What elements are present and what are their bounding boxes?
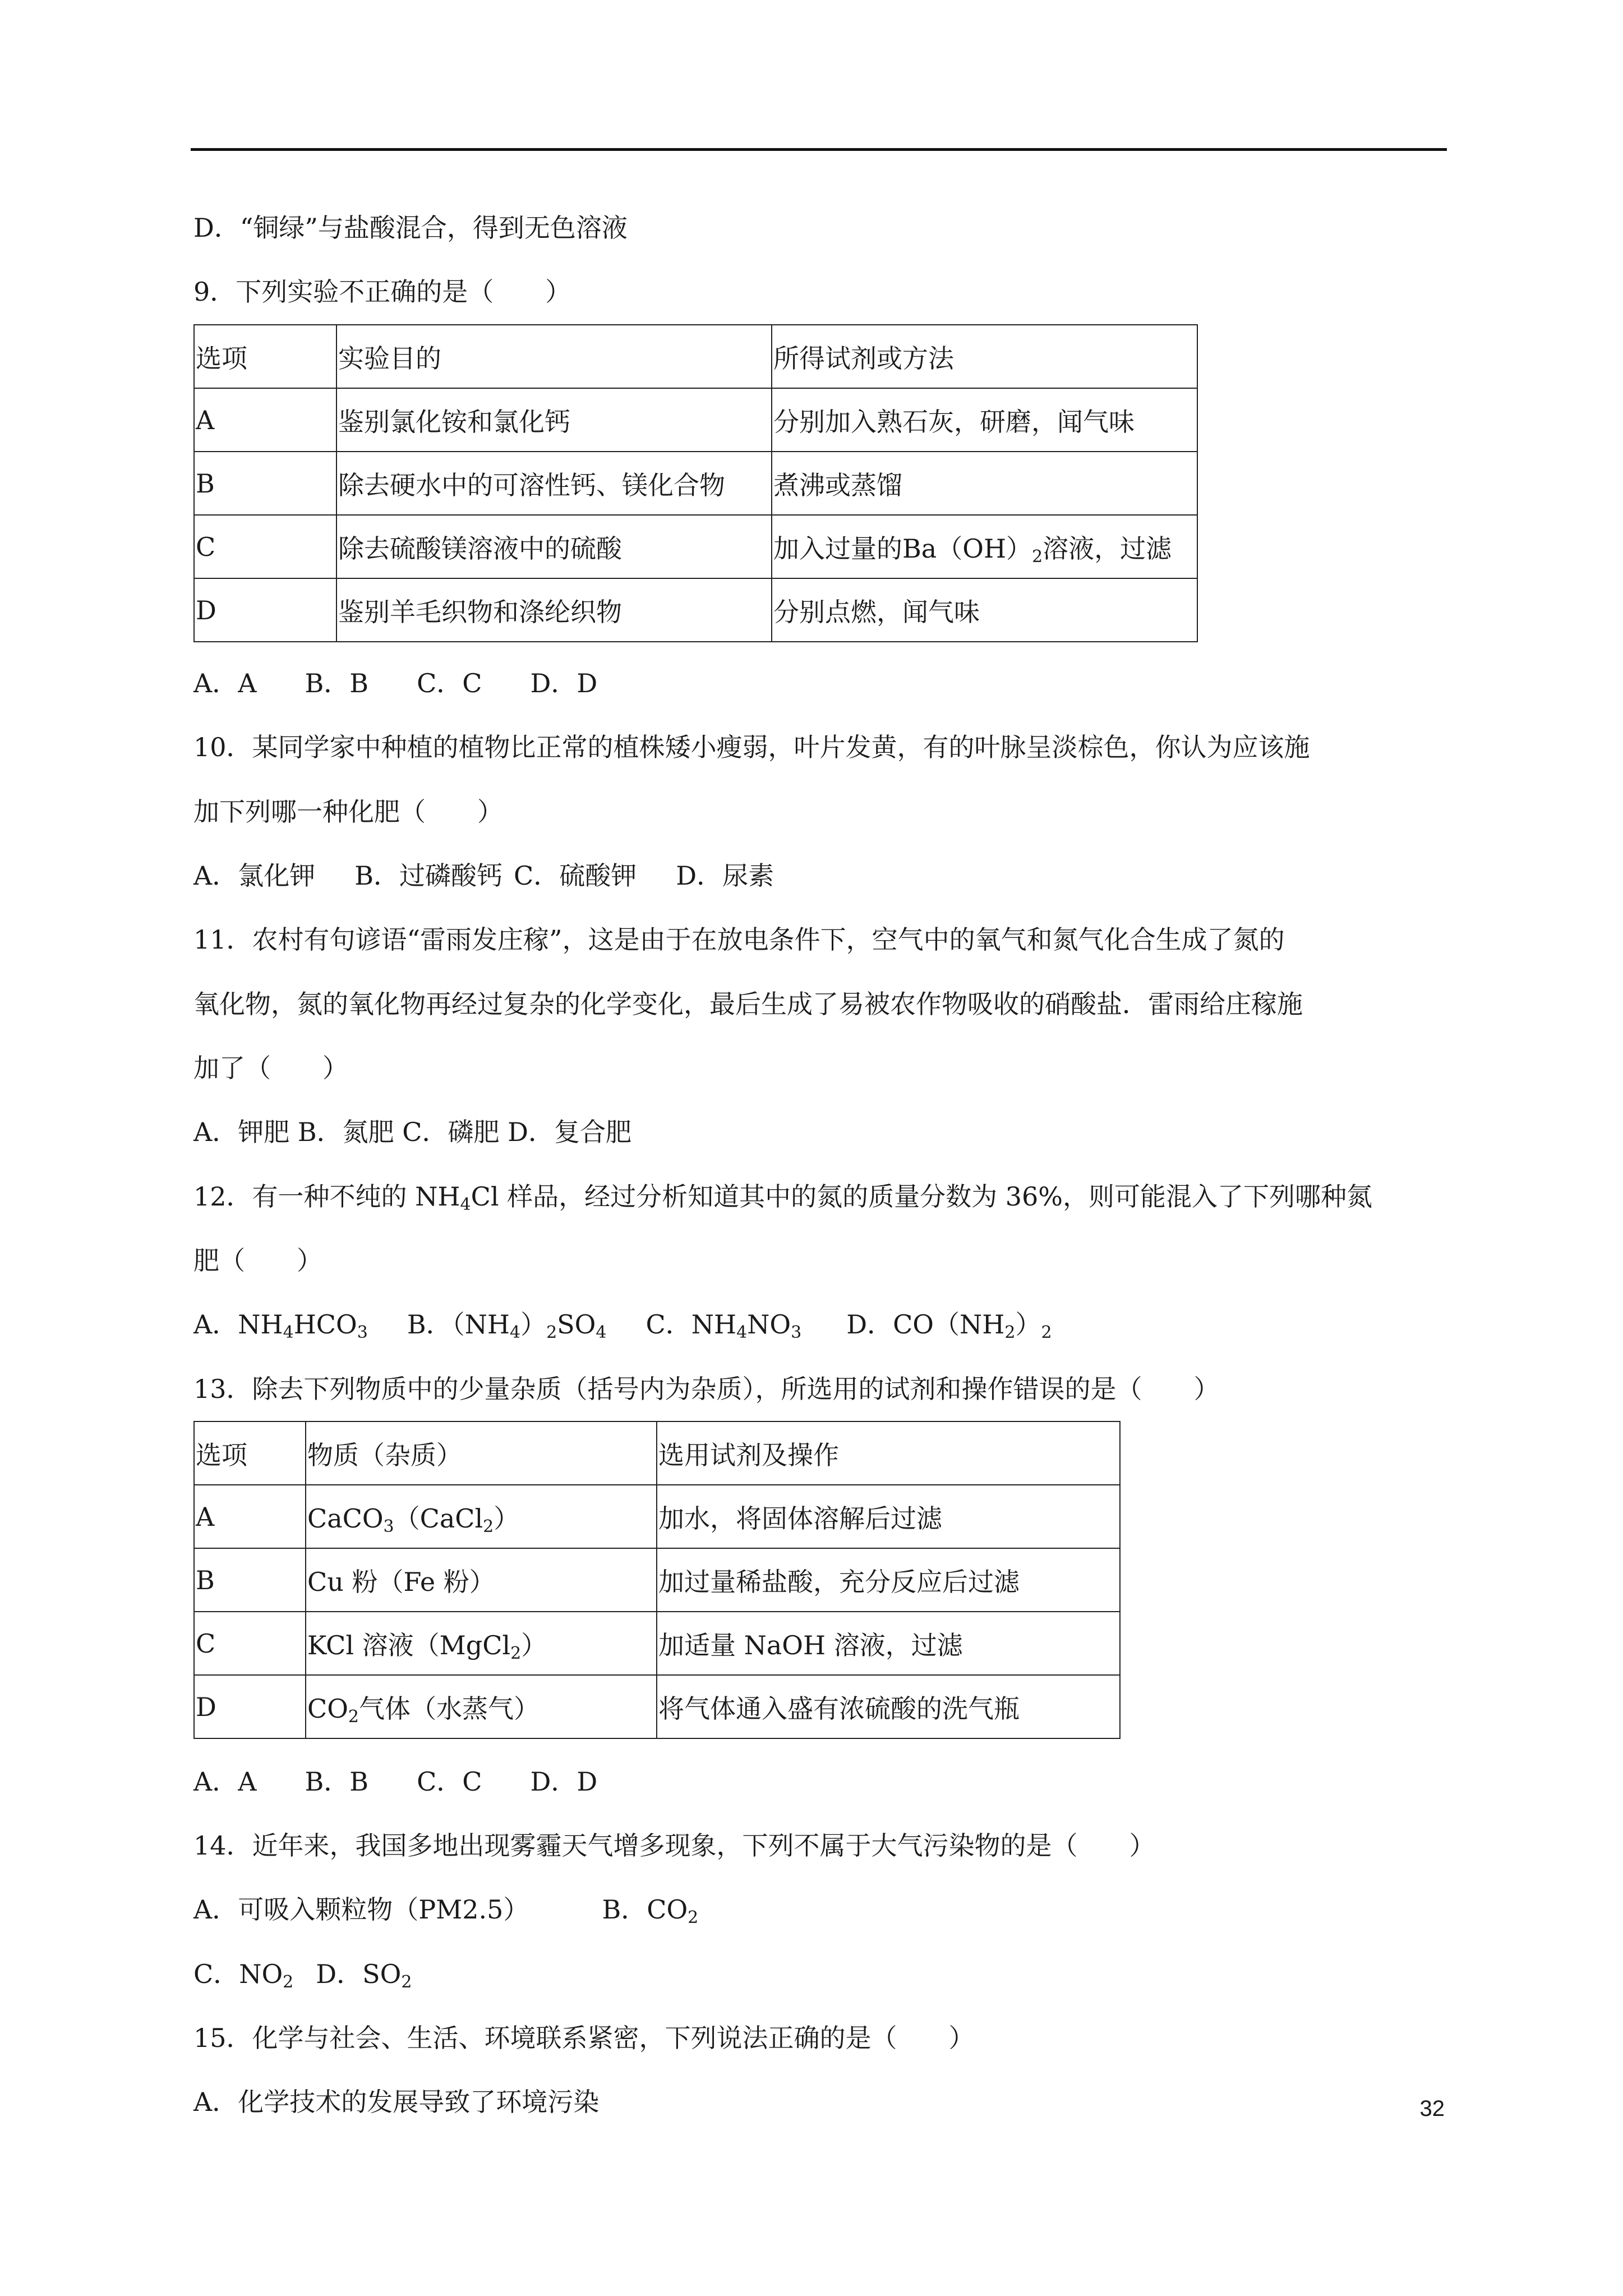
text: C．NO: [193, 1959, 283, 1989]
q14-options-line1: [193, 1893, 698, 1926]
text: ）: [520, 1309, 547, 1340]
option-a: A．A: [193, 1766, 257, 1797]
subscript: 2: [483, 1516, 494, 1536]
text: ）: [494, 1503, 520, 1534]
table-cell: 鉴别羊毛织物和涤纶织物: [336, 578, 772, 642]
q14-options-line2: [193, 1957, 412, 1991]
cell-text: 加入过量的Ba（OH）: [773, 533, 1032, 564]
subscript: 2: [283, 1972, 294, 1992]
subscript: 2: [1004, 1323, 1016, 1342]
table-cell: 加水，将固体溶解后过滤: [657, 1485, 1120, 1548]
subscript: 2: [546, 1323, 557, 1342]
table-cell: [772, 515, 1197, 578]
table-cell: A: [194, 1485, 306, 1548]
text: A．NH: [193, 1309, 283, 1340]
q9-stem: 9．下列实验不正确的是（ ）: [193, 277, 571, 307]
q9-options: [193, 666, 597, 700]
q12-stem-line2: 肥（ ）: [193, 1245, 322, 1276]
option-d: D．D: [530, 668, 598, 698]
table-cell: Cu 粉（Fe 粉）: [306, 1548, 657, 1612]
q9-table: [193, 324, 1198, 642]
option-c: C．C: [417, 1766, 482, 1797]
option-b: [602, 1894, 698, 1925]
option-d: [846, 1309, 1052, 1340]
option-a: A．可吸入颗粒物（PM2.5）: [193, 1894, 529, 1925]
table-row: [194, 578, 1197, 642]
subscript: 2: [401, 1972, 412, 1992]
q11-options: A．钾肥 B．氮肥 C．磷肥 D．复合肥: [193, 1117, 631, 1147]
table-cell: [306, 1612, 657, 1675]
q8-option-d: D．“铜绿”与盐酸混合，得到无色溶液: [193, 213, 628, 243]
q15-stem: 15．化学与社会、生活、环境联系紧密，下列说法正确的是（ ）: [193, 2023, 975, 2053]
option-a: [193, 1309, 368, 1340]
q13-stem: 13．除去下列物质中的少量杂质（括号内为杂质），所选用的试剂和操作错误的是（ ）: [193, 1374, 1220, 1404]
option-c: C．硫酸钾: [514, 861, 637, 891]
text: Cl 样品，经过分析知道其中的氮的质量分数为 36%，则可能混入了下列哪种氮: [471, 1181, 1373, 1212]
table-cell: 分别点燃，闻气味: [772, 578, 1197, 642]
text: CaCO: [307, 1503, 384, 1534]
table-cell: 将气体通入盛有浓硫酸的洗气瓶: [657, 1675, 1120, 1738]
text: 气体（水蒸气）: [359, 1693, 540, 1724]
table-cell: A: [194, 388, 336, 452]
table-cell: D: [194, 578, 336, 642]
table-cell: [306, 1485, 657, 1548]
q12-options: [193, 1308, 1052, 1341]
q11-stem-line3: 加了（ ）: [193, 1053, 348, 1083]
subscript: 4: [509, 1323, 521, 1342]
subscript: 2: [510, 1643, 522, 1663]
text: B．（NH: [407, 1309, 510, 1340]
table-cell: B: [194, 452, 336, 515]
table-row: [194, 1485, 1120, 1548]
subscript: 3: [791, 1323, 802, 1342]
table-row: [194, 1421, 1120, 1485]
page-number: 32: [1419, 2096, 1445, 2121]
q10-options: [193, 859, 774, 892]
option-c: C．C: [417, 668, 482, 698]
table-cell: B: [194, 1548, 306, 1612]
q11-stem-line2: 氧化物，氮的氧化物再经过复杂的化学变化，最后生成了易被农作物吸收的硝酸盐．雷雨给庄稼施: [193, 989, 1303, 1019]
q15-option-a: A．化学技术的发展导致了环境污染: [193, 2087, 600, 2117]
text: NO: [747, 1309, 791, 1340]
option-b: B．B: [305, 668, 369, 698]
table-cell: 选用试剂及操作: [657, 1421, 1120, 1485]
table-cell: 除去硫酸镁溶液中的硫酸: [336, 515, 772, 578]
table-row: [194, 1548, 1120, 1612]
subscript: 3: [383, 1516, 394, 1536]
table-row: [194, 452, 1197, 515]
table-cell: D: [194, 1675, 306, 1738]
table-cell: 实验目的: [336, 325, 772, 388]
option-b: B．B: [305, 1766, 369, 1797]
table-cell: [306, 1675, 657, 1738]
option-b: [407, 1309, 607, 1340]
text: ）: [521, 1630, 547, 1660]
table-row: [194, 388, 1197, 452]
text: C．NH: [645, 1309, 737, 1340]
table-cell: 加过量稀盐酸，充分反应后过滤: [657, 1548, 1120, 1612]
table-cell: 选项: [194, 1421, 306, 1485]
subscript: 2: [348, 1706, 359, 1727]
table-row: [194, 1612, 1120, 1675]
q10-stem-line1: 10．某同学家中种植的植物比正常的植株矮小瘦弱，叶片发黄，有的叶脉呈淡棕色，你认为应该施: [193, 732, 1310, 762]
text: （CaCl: [394, 1503, 483, 1534]
text: SO: [557, 1309, 596, 1340]
text: D．CO（NH: [846, 1309, 1005, 1340]
text: B．CO: [602, 1894, 688, 1925]
text: KCl 溶液（MgCl: [307, 1630, 511, 1660]
table-cell: 鉴别氯化铵和氯化钙: [336, 388, 772, 452]
option-c: [646, 1309, 802, 1340]
subscript: 4: [596, 1323, 607, 1342]
q12-stem-line1: [193, 1180, 1372, 1213]
q14-stem: 14．近年来，我国多地出现雾霾天气增多现象，下列不属于大气污染物的是（ ）: [193, 1830, 1155, 1861]
option-d: D．D: [530, 1766, 598, 1797]
table-row: [194, 515, 1197, 578]
option-a: A．A: [193, 668, 257, 698]
text: D．SO: [316, 1959, 402, 1989]
subscript: 4: [283, 1323, 294, 1342]
q11-stem-line1: 11．农村有句谚语“雷雨发庄稼”，这是由于在放电条件下，空气中的氧气和氮气化合生成了氮的: [193, 924, 1285, 955]
text: 12．有一种不纯的 NH: [193, 1181, 460, 1212]
table-cell: 煮沸或蒸馏: [772, 452, 1197, 515]
table-cell: 选项: [194, 325, 336, 388]
option-d: D．尿素: [676, 861, 774, 891]
subscript: 2: [1032, 546, 1043, 567]
subscript: 4: [736, 1323, 748, 1342]
option-a: A．氯化钾: [193, 861, 316, 891]
table-cell: 分别加入熟石灰，研磨，闻气味: [772, 388, 1197, 452]
subscript: 2: [688, 1908, 699, 1927]
text: CO: [307, 1693, 348, 1724]
option-c: [193, 1959, 294, 1992]
q10-stem-line2: 加下列哪一种化肥（ ）: [193, 797, 503, 827]
q13-table: [193, 1421, 1121, 1739]
text: ）: [1015, 1309, 1041, 1340]
table-cell: 加适量 NaOH 溶液，过滤: [657, 1612, 1120, 1675]
subscript: 4: [460, 1195, 471, 1214]
table-cell: 物质（杂质）: [306, 1421, 657, 1485]
subscript: 2: [1041, 1323, 1052, 1342]
table-row: [194, 1675, 1120, 1738]
table-cell: 除去硬水中的可溶性钙、镁化合物: [336, 452, 772, 515]
table-cell: C: [194, 515, 336, 578]
q13-options: [193, 1765, 597, 1798]
table-cell: 所得试剂或方法: [772, 325, 1197, 388]
header-rule: [191, 148, 1447, 151]
option-b: B．过磷酸钙: [354, 861, 503, 891]
cell-text: 溶液，过滤: [1043, 533, 1172, 564]
table-row: [194, 325, 1197, 388]
option-d: [316, 1959, 412, 1992]
subscript: 3: [357, 1323, 368, 1342]
table-cell: C: [194, 1612, 306, 1675]
text: HCO: [293, 1309, 357, 1340]
